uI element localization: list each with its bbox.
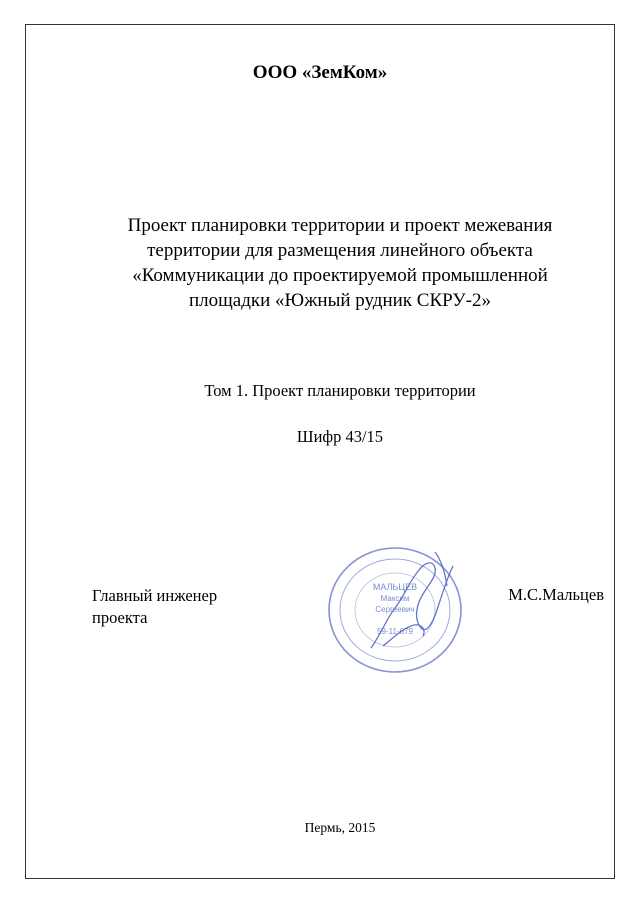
project-title-line: Проект планировки территории и проект межевания — [127, 215, 553, 236]
project-title — [80, 213, 600, 313]
cipher-label: Шифр 43/15 — [296, 427, 384, 446]
project-title-line: площадки «Южный рудник СКРУ-2» — [188, 290, 492, 311]
page-border-frame — [25, 24, 615, 879]
project-title-line: территории для размещения линейного объекта — [147, 240, 533, 261]
signer-role-line: проекта — [92, 608, 148, 627]
project-title-line: «Коммуникации до проектируемой промышленной — [132, 265, 548, 286]
stamp-number-text: 59-11-679 — [377, 627, 413, 636]
signer-name: М.С.Мальцев — [508, 585, 604, 604]
organization-name: ООО «ЗемКом» — [252, 62, 388, 83]
engineer-stamp-seal — [323, 538, 483, 678]
stamp-middle-name-text: Сергеевич — [375, 605, 415, 614]
volume-label: Том 1. Проект планировки территории — [204, 381, 476, 400]
city-year: Пермь, 2015 — [304, 820, 376, 835]
stamp-first-name-text: Максим — [380, 594, 410, 603]
signer-role-line: Главный инженер — [92, 586, 218, 605]
signer-role — [92, 585, 292, 629]
stamp-name-text: МАЛЬЦЕВ — [372, 582, 418, 592]
